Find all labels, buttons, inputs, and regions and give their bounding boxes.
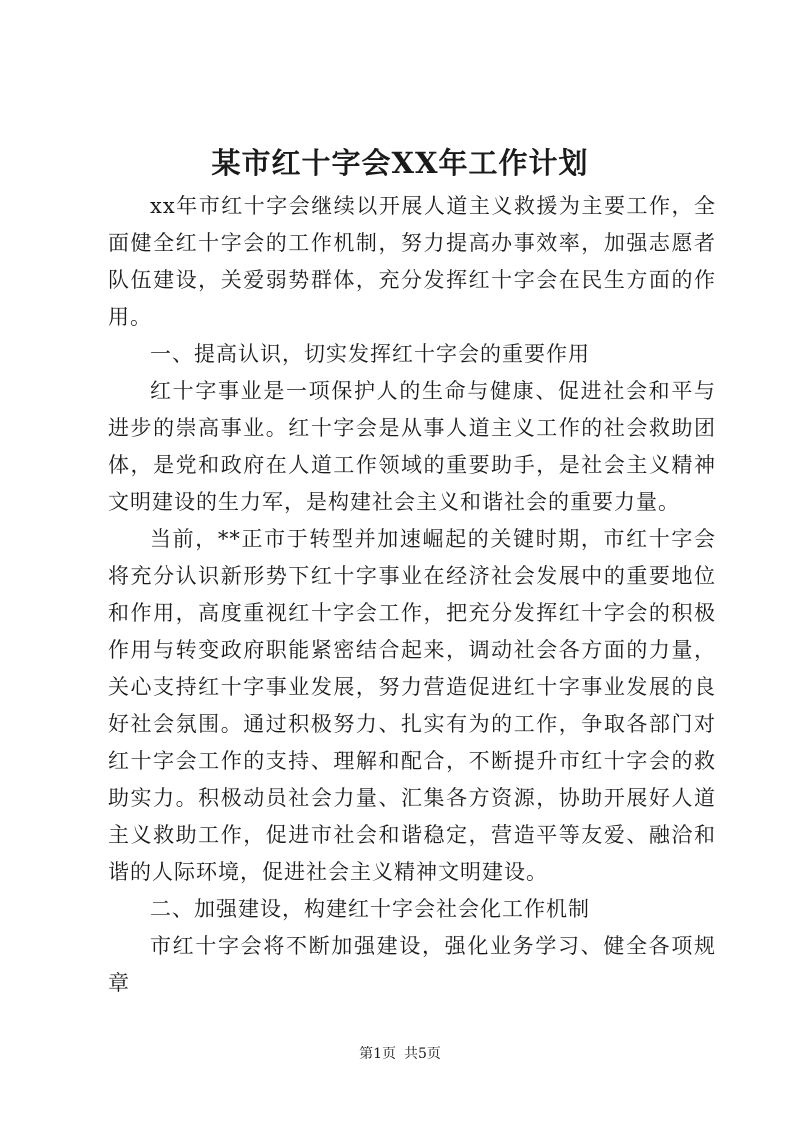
paragraph-intro: xx年市红十字会继续以开展人道主义救援为主要工作，全面健全红十字会的工作机制，努力提高办事效率，加强志愿者队伍建设，关爱弱势群体，充分发挥红十字会在民生方面的作用。 [108, 194, 716, 329]
document-title: 某市红十字会XX年工作计划 [211, 146, 589, 180]
section-heading-1: 一、提高认识，切实发挥红十字会的重要作用 [150, 342, 590, 366]
page-total: 共5页 [404, 1046, 441, 1062]
paragraph: 当前，**正市于转型并加速崛起的关键时期，市红十字会将充分认识新形势下红十字事业在经济社会发展中的重要地位和作用，高度重视红十字会工作，把充分发挥红十字会的积极作用与转变政府职能紧密结合起来，调动社会各方面的力量，关心支持红十字事业发展，努力营造促进红十字事业发展的良好社会氛围。通过积极努力、扎实有为的工作，争取各部门对红十字会工作的支持、理解和配合，不断提升市红十字会的救助实力。积极动员社会力量、汇集各方资源，协助开展好人道主义救助工作，促进市社会和谐稳定，营造平等友爱、融洽和谐的人际环境，促进社会主义精神文明建设。 [108, 527, 716, 884]
paragraph: 市红十字会将不断加强建设，强化业务学习、健全各项规章 [108, 934, 716, 995]
section-heading-2: 二、加强建设，构建红十字会社会化工作机制 [150, 897, 590, 921]
document-body [108, 188, 716, 1002]
paragraph: 红十字事业是一项保护人的生命与健康、促进社会和平与进步的崇高事业。红十字会是从事人道主义工作的社会救助团体，是党和政府在人道工作领域的重要助手，是社会主义精神文明建设的生力军，是构建社会主义和谐社会的重要力量。 [108, 379, 716, 514]
page-number: 第1页 [359, 1046, 396, 1062]
page-footer [0, 1044, 800, 1064]
